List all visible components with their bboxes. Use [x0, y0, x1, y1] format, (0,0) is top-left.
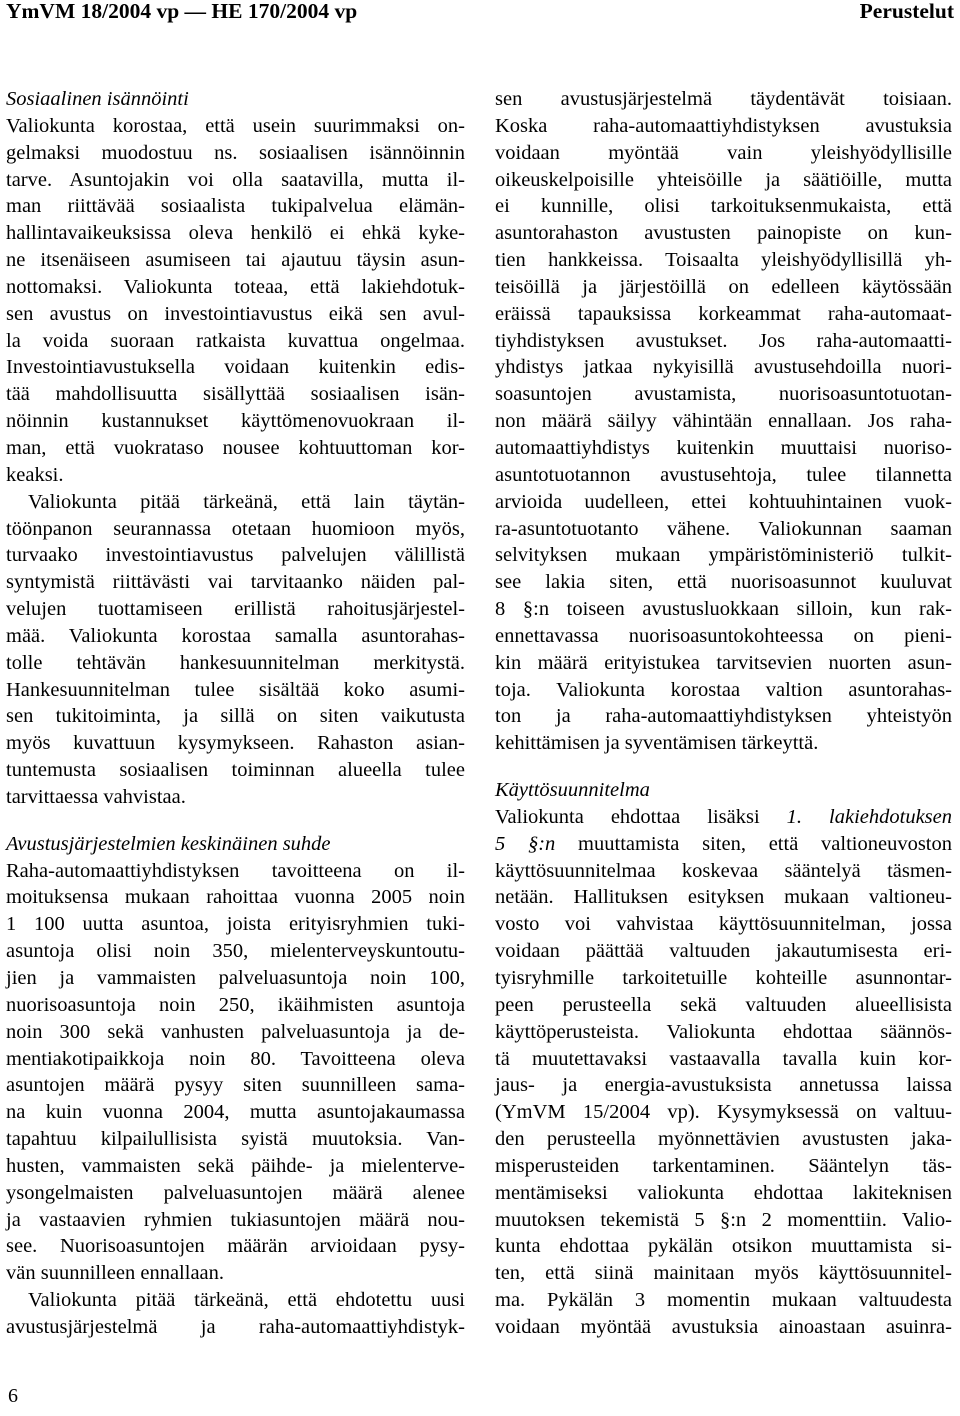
text-line: asuntotuotannon avustusehtoja, tulee tilannetta — [495, 463, 952, 486]
text-line: automaattiyhdistys kuitenkin muuttaisi nuoriso- — [495, 436, 952, 459]
text-line: selvityksen mukaan ympäristöministeriö tulkit- — [495, 544, 952, 567]
text-line: käyttöperusteista. Valiokunta ehdottaa säännös- — [495, 1020, 952, 1043]
text-line — [495, 804, 952, 831]
text-line: oikeuskelpoisille yhteisöille ja säätiöille, mutta — [495, 168, 952, 191]
text-line: jien ja vammaisten palveluasuntoja noin 100, — [6, 967, 465, 989]
text-line: tyisryhmille tarkoitetuille kohteille asunnontar- — [495, 967, 952, 989]
text-line: avustusjärjestelmä ja raha-automaattiyhdistyk- — [6, 1315, 465, 1338]
text-line: tien hankkeissa. Toisaalta yleishyödyllisillä yh- — [495, 249, 952, 272]
italic-reference: 1. lakiehdotuksen — [786, 805, 952, 828]
text-line: tuntemusta sosiaalisen toiminnan alueella tulee — [6, 759, 465, 782]
text-line: tarvittaessa vahvistaa. — [6, 785, 186, 808]
text-line: tarve. Asuntojakin voi olla saatavilla, mutta il- — [6, 168, 465, 191]
italic-reference: 5 §:n — [495, 832, 556, 855]
text-line: Investointiavustuksella voidaan kuitenkin edis- — [6, 356, 465, 379]
text-line: ei kunnille, olisi tarkoituksenmukaista, että — [495, 195, 952, 218]
text-line: tolle tehtävän hankesuunnitelman merkitystä. — [6, 651, 465, 674]
text-line: nottomaksi. Valiokunta toteaa, että lakiehdotuk- — [6, 275, 465, 298]
text-line: den perusteella myönnettävien avustusten jaka- — [495, 1128, 952, 1151]
text-line: toja. Valiokunta korostaa valtion asuntorahas- — [495, 678, 952, 701]
text-line: soasuntojen avustamista, nuorisoasuntotuotan- — [495, 383, 952, 406]
text-line: yhdistys jatkaa nykyisillä avustusehdoilla nuori- — [495, 356, 952, 379]
text-line: noin 300 sekä vanhusten palveluasuntoja ja de- — [6, 1020, 465, 1043]
text-line: tapahtuu kilpailullisista syistä muutoksia. Van- — [6, 1128, 465, 1151]
text-line: kehittämisen ja syventämisen tärkeyttä. — [495, 732, 819, 755]
text-line: sen tukitoiminta, ja sillä on siten vaikutusta — [6, 705, 465, 728]
text-line: Raha-automaattiyhdistyksen tavoitteena on il- — [6, 859, 465, 882]
text-line: velujen tuottamiseen erillistä rahoitusjärjestel- — [6, 598, 465, 621]
text-line — [495, 831, 952, 858]
paragraph — [6, 489, 465, 811]
text-line: tiyhdistyksen avustukset. Jos raha-automaatti- — [495, 329, 952, 352]
text-line: keaksi. — [6, 463, 64, 486]
text-line: Valiokunta korostaa, että usein suurimmaksi on- — [6, 114, 465, 137]
right-column — [495, 86, 952, 1341]
text-line: man, että vuokrataso nousee kohtuuttoman kor- — [6, 436, 465, 459]
text-line: mentämiseksi valiokunta ehdottaa lakiteknisen — [495, 1181, 952, 1204]
text-line: käyttösuunnitelmaa koskevaa sääntelyä täsmen- — [495, 859, 952, 882]
text-line: arvioida uudelleen, ettei kohtuuhintainen vuok- — [495, 490, 952, 513]
text-line: (YmVM 15/2004 vp). Kysymyksessä on valtuu- — [495, 1101, 952, 1124]
text-line: myös kuvattuun kysymykseen. Rahaston asian- — [6, 732, 465, 755]
section-heading: Avustusjärjestelmien keskinäinen suhde — [6, 832, 331, 855]
text-line: kin määrä erityistukea tarvitsevien nuorten asun- — [495, 651, 952, 674]
text-line: Koska raha-automaattiyhdistyksen avustuksia — [495, 114, 952, 137]
text-line: see lakia siten, että nuorisoasunnot kuuluvat — [495, 571, 952, 594]
text-line: mentiakotipaikkoja noin 80. Tavoitteena oleva — [6, 1047, 465, 1070]
text-line: Valiokunta pitää tärkeänä, että ehdotettu uusi — [28, 1289, 465, 1312]
text-line: asuntojen määrä pysyy siten suunnilleen sama- — [6, 1074, 465, 1097]
text-line: netään. Hallituksen esityksen mukaan valtioneu- — [495, 886, 952, 909]
section-gap — [495, 757, 952, 777]
text-line: ra-asuntotuotanto vähene. Valiokunnan saaman — [495, 517, 952, 540]
section-heading: Sosiaalinen isännöinti — [6, 88, 189, 110]
text-line: 1 100 uutta asuntoa, joista erityisryhmien tuki- — [6, 913, 465, 936]
paragraph — [495, 858, 952, 1341]
text-line: man riittävää sosiaalista tukipalvelua elämän- — [6, 195, 465, 218]
text-line: syntymistä riittävästi vai tarvitaanko näiden pal- — [6, 571, 465, 594]
text-line: misperusteiden tarkentaminen. Sääntelyn täs- — [495, 1154, 952, 1177]
text-line: sen avustus on investointiavustus eikä sen avul- — [6, 302, 465, 325]
section-heading: Käyttösuunnitelma — [495, 779, 650, 802]
text-line: nuorisoasuntoja noin 250, ikäihmisten asuntoja — [6, 993, 465, 1016]
text-line: voidaan myöntää vain yleishyödyllisille — [495, 141, 952, 164]
text-line: ma. Pykälän 3 momentin mukaan valtuudesta — [495, 1289, 952, 1312]
text-line: see. Nuorisoasuntojen määrän arvioidaan pysy- — [6, 1235, 465, 1258]
left-column — [6, 86, 465, 1341]
text-line: ysongelmaisten palveluasuntojen määrä alenee — [6, 1181, 465, 1204]
section-gap — [6, 811, 465, 831]
text-line: asuntoja olisi noin 350, mielenterveyskuntoutu- — [6, 940, 465, 963]
text-line: mää. Valiokunta korostaa samalla asuntorahas- — [6, 624, 465, 647]
text-span: Valiokunta ehdottaa lisäksi — [495, 805, 787, 828]
text-line: non määrä säilyy vähintään ennallaan. Jos raha- — [495, 410, 952, 433]
text-line: kunta ehdottaa pykälän otsikon muuttamista si- — [495, 1235, 952, 1258]
text-line: Hankesuunnitelman tulee sisältää koko asumi- — [6, 678, 465, 701]
text-span: muuttamista siten, että valtioneuvoston — [555, 832, 952, 855]
text-line: ennettavassa nuorisoasuntokohteessa on pieni- — [495, 624, 952, 647]
paragraph — [6, 858, 465, 1288]
text-line: vosto voi vahvistaa käyttösuunnitelman, jossa — [495, 913, 952, 936]
text-line: asuntorahaston avustusten painopiste on kun- — [495, 222, 952, 245]
paragraph — [495, 86, 952, 757]
header-section-title: Perustelut — [859, 0, 954, 23]
paragraph — [6, 113, 465, 489]
text-line: 8 §:n toiseen avustusluokkaan silloin, kun rak- — [495, 598, 952, 621]
text-line: jaus- ja energia-avustuksista annetussa laissa — [495, 1074, 952, 1097]
header-document-reference: YmVM 18/2004 vp — HE 170/2004 vp — [6, 0, 358, 23]
text-line: voidaan myöntää avustuksia ainoastaan asuinra- — [495, 1315, 952, 1338]
text-line: moituksensa mukaan rahoittaa vuonna 2005 noin — [6, 886, 465, 909]
text-line: nöinnin kustannukset käyttömenovuokraan il- — [6, 410, 465, 433]
text-line: sen avustusjärjestelmä täydentävät toisiaan. — [495, 88, 952, 110]
text-line: na kuin vuonna 2004, mutta asuntojakaumassa — [6, 1101, 465, 1124]
text-line: gelmaksi muodostuu ns. sosiaalisen isännöinnin — [6, 141, 465, 164]
text-line: muutoksen tekemistä 5 §:n 2 momenttiin. Valio- — [495, 1208, 952, 1231]
text-line: turvaako investointiavustus palvelujen välillistä — [6, 544, 465, 567]
text-line: tää mahdollisuutta sisällyttää sosiaalisen isän- — [6, 383, 465, 406]
text-line: voidaan päättää valtuuden jakautumisesta eri- — [495, 940, 952, 963]
page-number: 6 — [8, 1385, 18, 1407]
text-line: eräissä tapauksissa korkeammat raha-automaat- — [495, 302, 952, 325]
text-line: ten, että siinä mainitaan myös käyttösuunnitel- — [495, 1262, 952, 1285]
paragraph — [6, 1287, 465, 1341]
text-line: peen perusteella sekä valtuuden alueellisista — [495, 993, 952, 1016]
text-line: teisöillä ja järjestöillä on edelleen käytössään — [495, 275, 952, 298]
text-line: ja vastaavien ryhmien tukiasuntojen määrä nou- — [6, 1208, 465, 1231]
text-line: töönpanon seurannassa otetaan huomioon myös, — [6, 517, 465, 540]
text-line: hallintavaikeuksissa oleva henkilö ei ehkä kyke- — [6, 222, 465, 245]
text-line: tä muutettavaksi vastaavalla tavalla kuin kor- — [495, 1047, 952, 1070]
running-header — [6, 0, 954, 24]
text-line: la voida suoraan ratkaista kuvattua ongelmaa. — [6, 329, 465, 352]
text-line: vän suunnilleen ennallaan. — [6, 1262, 225, 1285]
text-line: Valiokunta pitää tärkeänä, että lain täytän- — [28, 490, 465, 513]
text-line: husten, vammaisten sekä päihde- ja mielenterve- — [6, 1154, 465, 1177]
text-line: ne itsenäiseen asumiseen tai ajautuu täysin asun- — [6, 249, 465, 272]
text-line: ton ja raha-automaattiyhdistyksen yhteistyön — [495, 705, 952, 728]
